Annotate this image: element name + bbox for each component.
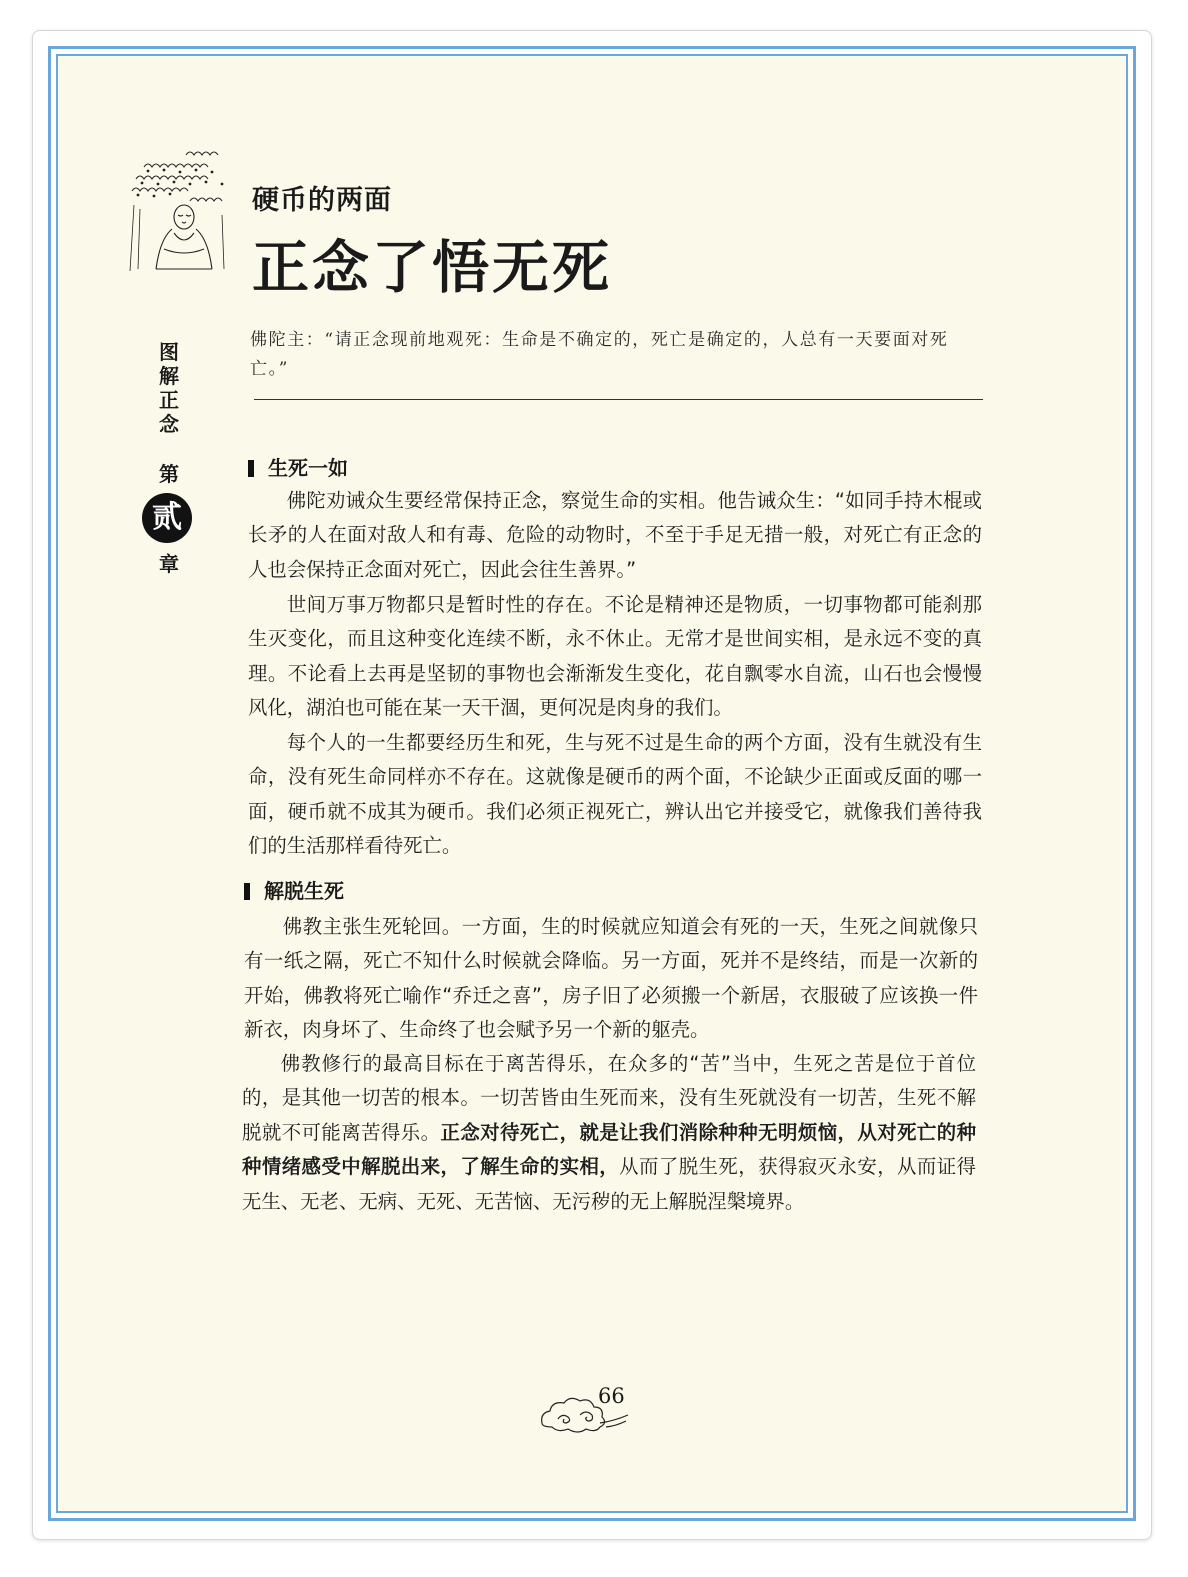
section-marker-icon [244, 883, 250, 900]
quote-divider [254, 399, 983, 400]
paragraph-text: 佛教修行的最高目标在于离苦得乐，在众多的“苦”当中，生死之苦是位于首位的，是其他一切苦的根本。一切苦皆由生死而来，没有生死就没有一切苦，生死不解脱就不可能离苦得乐。 [242, 1052, 976, 1144]
book-title-vertical [152, 340, 186, 436]
section-heading-text: 解脱生死 [264, 879, 344, 903]
epigraph-quote: 佛陀主：“请正念现前地观死：生命是不确定的，死亡是确定的，人总有一天要面对死亡。” [250, 330, 949, 379]
body-paragraph: 佛教主张生死轮回。一方面，生的时候就应知道会有死的一天，生死之间就像只有一纸之隔，死亡不知什么时候就会降临。另一方面，死并不是终结，而是一次新的开始，佛教将死亡喻作“乔迁之喜”，房子旧了必须搬一个新居，衣服破了应该换一件新衣，肉身坏了、生命终了也会赋予另一个新的躯壳。 [244, 915, 978, 1042]
monk-figure-icon [130, 205, 224, 271]
section-heading-text: 生死一如 [268, 456, 348, 480]
chapter-kicker: 硬币的两面 [252, 185, 392, 216]
page-number: 66 [598, 1384, 625, 1408]
section-heading [244, 875, 344, 904]
page-title: 正念了悟无死 [252, 234, 612, 301]
body-paragraph: 世间万事万物都只是暂时性的存在。不论是精神还是物质，一切事物都可能刹那生灭变化，而且这种变化连续不断，永不休止。无常才是世间实相，是永远不变的真理。不论看上去再是坚韧的事物也会渐渐发生变化，花自飘零水自流，山石也会慢慢风化，湖泊也可能在某一天干涸，更何况是肉身的我们。 [248, 593, 982, 720]
book-title-char: 解 [159, 364, 179, 388]
body-paragraph: 每个人的一生都要经历生和死，生与死不过是生命的两个方面，没有生就没有生命，没有死生命同样亦不存在。这就像是硬币的两个面，不论缺少正面或反面的哪一面，硬币就不成其为硬币。我们必须正视死亡，辨认出它并接受它，就像我们善待我们的生活那样看待死亡。 [248, 731, 982, 858]
chapter-number-badge: 贰 [142, 493, 192, 543]
book-title-char: 图 [159, 340, 179, 364]
section-heading [248, 452, 348, 481]
book-title-char: 正 [159, 388, 179, 412]
monk-illustration [126, 145, 238, 277]
chapter-ordinal-prefix: 第 [159, 462, 179, 486]
body-paragraph [242, 1047, 976, 1219]
book-title-char: 念 [159, 412, 179, 436]
body-paragraph: 佛陀劝诫众生要经常保持正念，察觉生命的实相。他告诫众生：“如同手持木棍或长矛的人在面对敌人和有毒、危险的动物时，不至于手足无措一般，对死亡有正念的人也会保持正念面对死亡，因此会往生善界。” [248, 489, 982, 581]
chapter-ordinal-suffix: 章 [159, 552, 179, 576]
section-marker-icon [248, 460, 254, 477]
emphasis-text: 正念对待死亡，就是让我们消除种种无明烦恼，从对死亡的种种情绪感受中解脱出来，了解生命的实相， [242, 1120, 977, 1179]
canopy-leaves-icon [132, 152, 222, 201]
paragraph-text: 从而了脱生死，获得寂灭永安，从而证得无生、无老、无病、无死、无苦恼、无污秽的无上解脱涅槃境界。 [242, 1155, 977, 1213]
